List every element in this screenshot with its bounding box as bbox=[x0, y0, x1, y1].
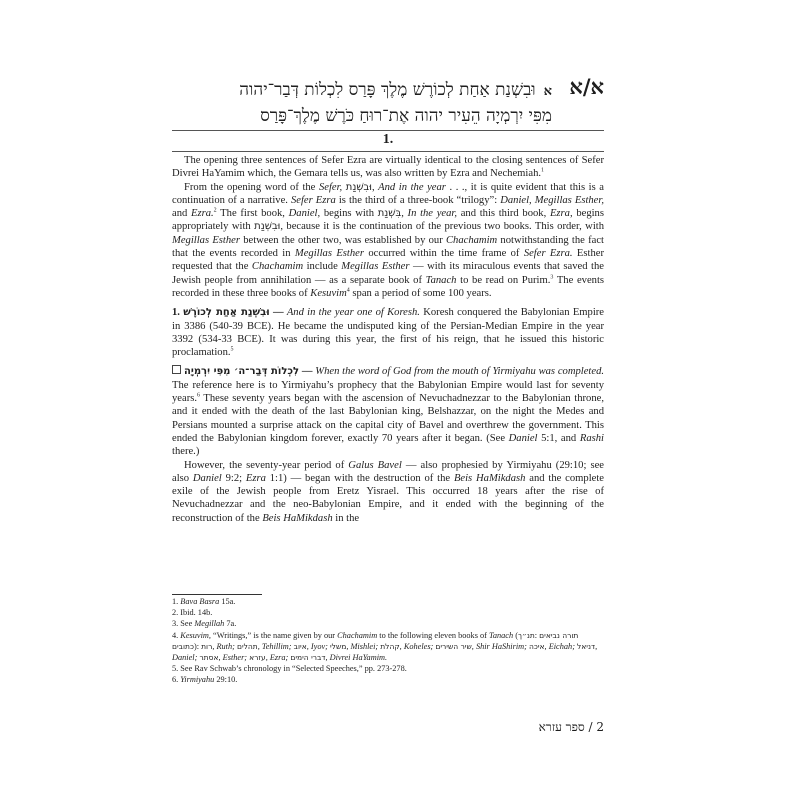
paragraph-3: 1. וּבִשְׁנַת אַחַת לְכוֹרֶשׁ — And in the year one of Koresh. Koresh conquered the Babylonian Empire in 3386 (540-39 BCE). He became the undisputed king of the Persian-Median Empire in the year 3392 (534-33 BCE). It was during this year, the first of his reign, that he issued this historic proclamation.$^5$ bbox=[172, 307, 605, 359]
footnote-6: 6. Yirmiyahu 29:10. bbox=[172, 675, 238, 685]
footnote-1: 1. Bava Basra 15a. bbox=[172, 597, 236, 606]
book-page bbox=[172, 60, 604, 760]
square-bullet-icon bbox=[172, 365, 181, 374]
lemma-translation: And in the year one of Koresh. bbox=[286, 307, 420, 319]
hebrew-lemma: לִכְלוֹת דְּבַר־ה׳ מִפִּי יִרְמְיָה bbox=[184, 366, 300, 378]
commentary-body bbox=[172, 154, 604, 525]
header-divider bbox=[172, 130, 604, 131]
footnote-ref-6[interactable]: 6 bbox=[197, 392, 200, 399]
verse-text-1: וּבִשְׁנַת אַחַת לְכוֹרֶשׁ מֶלֶךְ פָּרַס לִכְלוֹת דְּבַר־יהוה bbox=[239, 80, 536, 100]
chapter-verse-marker: א/א bbox=[569, 74, 604, 99]
footnote-ref-5[interactable]: 5 bbox=[230, 346, 234, 353]
paragraph-4: לִכְלוֹת דְּבַר־ה׳ מִפִּי יִרְמְיָה — When the word of God from the mouth of Yirmiyahu was completed. The reference here is to Yirmiyahu’s prophecy that the Babylonian Empire would last for seventy years.$^6$ These seventy years began with the ascension of Nevuchadnezzar to the Babylonian throne, and it ended with the death of the last Babylonian king, Belshazzar, on the night the Medes and Persians mounted a surprise attack on the capital city of Bavel and overthrew the government. This ended the Babylonian kingdom forever, exactly 70 years after it began. (See Daniel 5:1, and Rashi there.) bbox=[172, 366, 605, 458]
footnote-ref-4[interactable]: 4 bbox=[346, 287, 350, 294]
lemma-translation: When the word of God from the mouth of Yirmiyahu was completed. bbox=[315, 366, 605, 378]
section-divider bbox=[172, 151, 604, 152]
verse-line-1 bbox=[172, 78, 552, 104]
paragraph-5: However, the seventy-year period of Galus Bavel — also prophesied by Yirmiyahu (29:10; see also Daniel 9:2; Ezra 1:1) — began with the destruction of the Beis HaMikdash and the complete exile of the Jewish people from Eretz Yisrael. This occurred 18 years after the rise of Nevuchadnezzar and the neo-Babylonian Empire, and it ended with the beginning of the reconstruction of the Beis HaMikdash in the bbox=[172, 459, 604, 524]
comment-number: 1. bbox=[172, 307, 180, 319]
paragraph-1: The opening three sentences of Sefer Ezra are virtually identical to the closing sentences of Sefer Divrei HaYamim which, the Gemara tells us, was also written by Ezra and Nechemiah.$^1$ bbox=[172, 155, 604, 180]
hebrew-lemma: וּבִשְׁנַת אַחַת לְכוֹרֶשׁ bbox=[183, 307, 270, 319]
paragraph-2: From the opening word of the Sefer, וּבִשְׁנַת, And in the year . . ., it is quite evident that this is a continuation of a narrative. Sefer Ezra is the third of a three-book “trilogy”: Daniel, Megillas Esther, and Ezra.$^2$ The first book, Daniel, begins with בִּשְׁנַת, In the year, and this third book, Ezra, begins appropriately with וּבִשְׁנַת, because it is the continuation of the previous two books. This order, with Megillas Esther between the other two, was established by our Chachamim notwithstanding the fact that the events recorded in Megillas Esther occurred within the time frame of Sefer Ezra. Esther requested that the Chachamim include Megillas Esther — with its miraculous events that saved the Jewish people from annihilation — as a separate book of Tanach to be read on Purim.$^3$ The events recorded in these three books of Kesuvim$^4$ span a period of some 100 years. bbox=[172, 181, 605, 299]
verse-line-2: מִפִּי יִרְמְיָה הֵעִיר יהוה אֶת־רוּחַ כֹּרֶשׁ מֶלֶךְ־פָּרַס bbox=[260, 106, 552, 126]
page-folio: 2 / ספר עזרא bbox=[538, 720, 604, 734]
footnote-ref-3[interactable]: 3 bbox=[550, 274, 554, 281]
hebrew-verse bbox=[172, 78, 552, 129]
footnote-ref-2[interactable]: 2 bbox=[213, 207, 217, 214]
section-number: 1. bbox=[382, 132, 394, 147]
footnote-5: 5. See Rav Schwab’s chronology in “Selected Speeches,” pp. 273-278. bbox=[172, 664, 407, 674]
footnote-divider bbox=[172, 594, 262, 595]
verse-number: א bbox=[543, 84, 552, 99]
footnote-2: 2. Ibid. 14b. bbox=[172, 608, 213, 618]
footnotes bbox=[172, 596, 604, 686]
footnote-4: 4. Kesuvim, “Writings,” is the name given by our Chachamim to the following eleven books of Tanach (תנ״ך: תורה נביאים כתובים): רות, Ruth; תהלים, Tehillim; איוב, Iyov; משלי, Mishlei; קהלת, Koheles; שיר השירים, Shir HaShirim; איכה, Eichah; דניאל, Daniel; אסתר, Esther; עזרא, Ezra; דברי הימים, Divrei HaYamim. bbox=[172, 630, 598, 663]
footnote-3: 3. See Megillah 7a. bbox=[172, 619, 237, 629]
footnote-ref-1[interactable]: 1 bbox=[541, 167, 545, 174]
